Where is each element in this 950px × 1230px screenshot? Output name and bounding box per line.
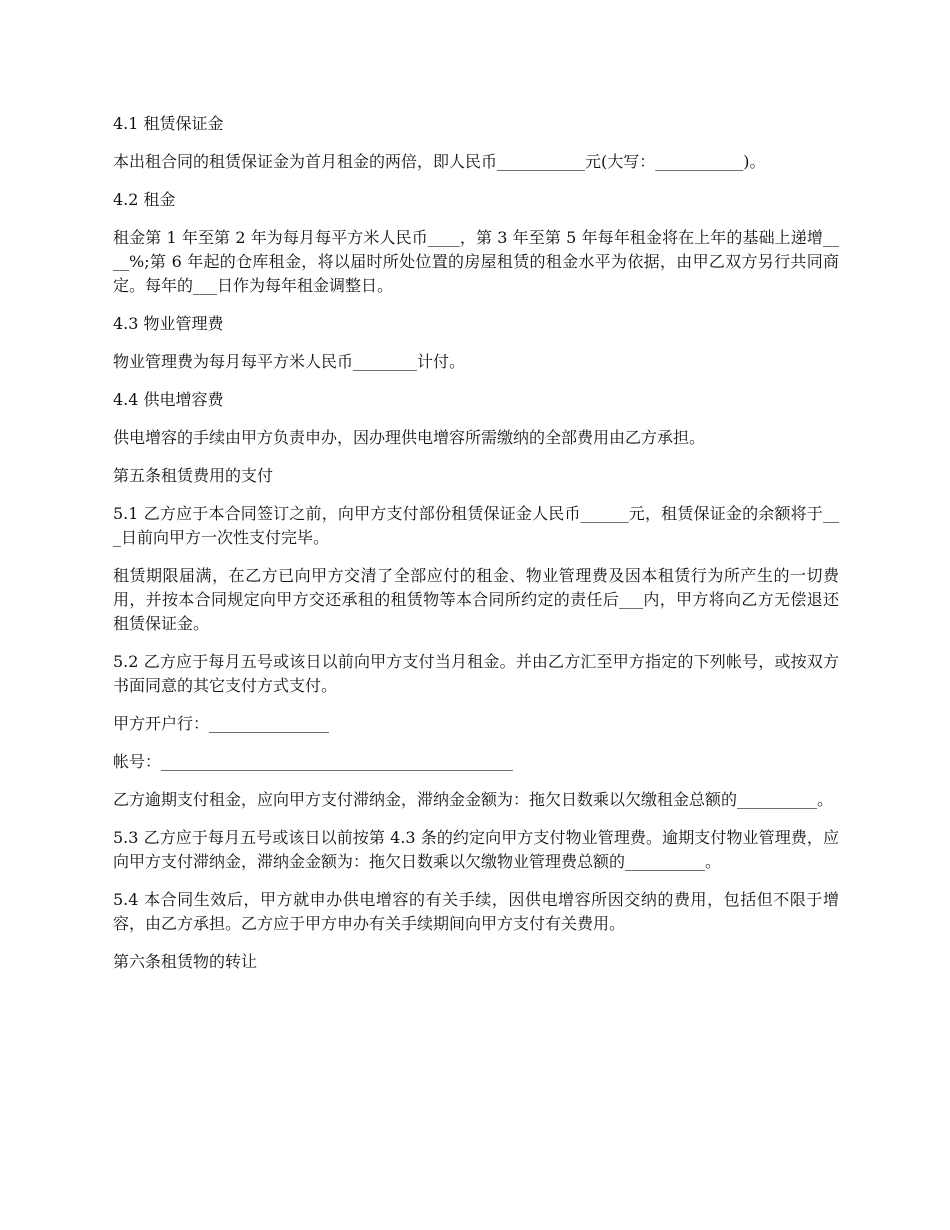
paragraph-5-3: 5.3 乙方应于每月五号或该日以前按第 4.3 条的约定向甲方支付物业管理费。逾期支付物业管理费，应向甲方支付滞纳金，滞纳金金额为：拖欠日数乘以欠缴物业管理费总额的__________。 [113, 828, 839, 871]
paragraph-deposit-refund: 租赁期限届满，在乙方已向甲方交清了全部应付的租金、物业管理费及因本租赁行为所产生的一切费用，并按本合同规定向甲方交还承租的租赁物等本合同所约定的责任后___内，甲方将向乙方无偿退还租赁保证金。 [113, 566, 839, 633]
section-heading-4-3: 4.3 物业管理费 [113, 314, 224, 333]
section-heading-4-1: 4.1 租赁保证金 [113, 114, 224, 133]
document-body [113, 112, 839, 988]
article-heading-6: 第六条租赁物的转让 [113, 952, 258, 971]
paragraph-5-1: 5.1 乙方应于本合同签订之前，向甲方支付部份租赁保证金人民币______元，租赁保证金的余额将于___日前向甲方一次性支付完毕。 [113, 504, 839, 547]
account-number-line: 帐号：____________________________________________ [113, 752, 514, 771]
section-heading-4-2: 4.2 租金 [113, 190, 176, 209]
paragraph-management-fee: 物业管理费为每月每平方米人民币________计付。 [113, 352, 466, 371]
section-heading-4-4: 4.4 供电增容费 [113, 390, 224, 409]
paragraph-rent: 租金第 1 年至第 2 年为每月每平方米人民币____，第 3 年至第 5 年每年租金将在上年的基础上递增____%;第 6 年起的仓库租金，将以届时所处位置的房屋租赁的租金水平为依据，由甲乙双方另行共同商定。每年的___日作为每年租金调整日。 [113, 228, 839, 295]
paragraph-deposit: 本出租合同的租赁保证金为首月租金的两倍，即人民币___________元(大写：___________)。 [113, 152, 766, 171]
bank-name-line: 甲方开户行：_______________ [113, 714, 330, 733]
paragraph-5-4: 5.4 本合同生效后，甲方就申办供电增容的有关手续，因供电增容所因交纳的费用，包括但不限于增容，由乙方承担。乙方应于甲方申办有关手续期间向甲方支付有关费用。 [113, 890, 839, 933]
paragraph-late-rent: 乙方逾期支付租金，应向甲方支付滞纳金，滞纳金金额为：拖欠日数乘以欠缴租金总额的__________。 [113, 790, 834, 809]
article-heading-5: 第五条租赁费用的支付 [113, 466, 274, 485]
paragraph-5-2: 5.2 乙方应于每月五号或该日以前向甲方支付当月租金。并由乙方汇至甲方指定的下列帐号，或按双方书面同意的其它支付方式支付。 [113, 652, 839, 695]
paragraph-power-capacity: 供电增容的手续由甲方负责申办，因办理供电增容所需缴纳的全部费用由乙方承担。 [113, 428, 706, 447]
